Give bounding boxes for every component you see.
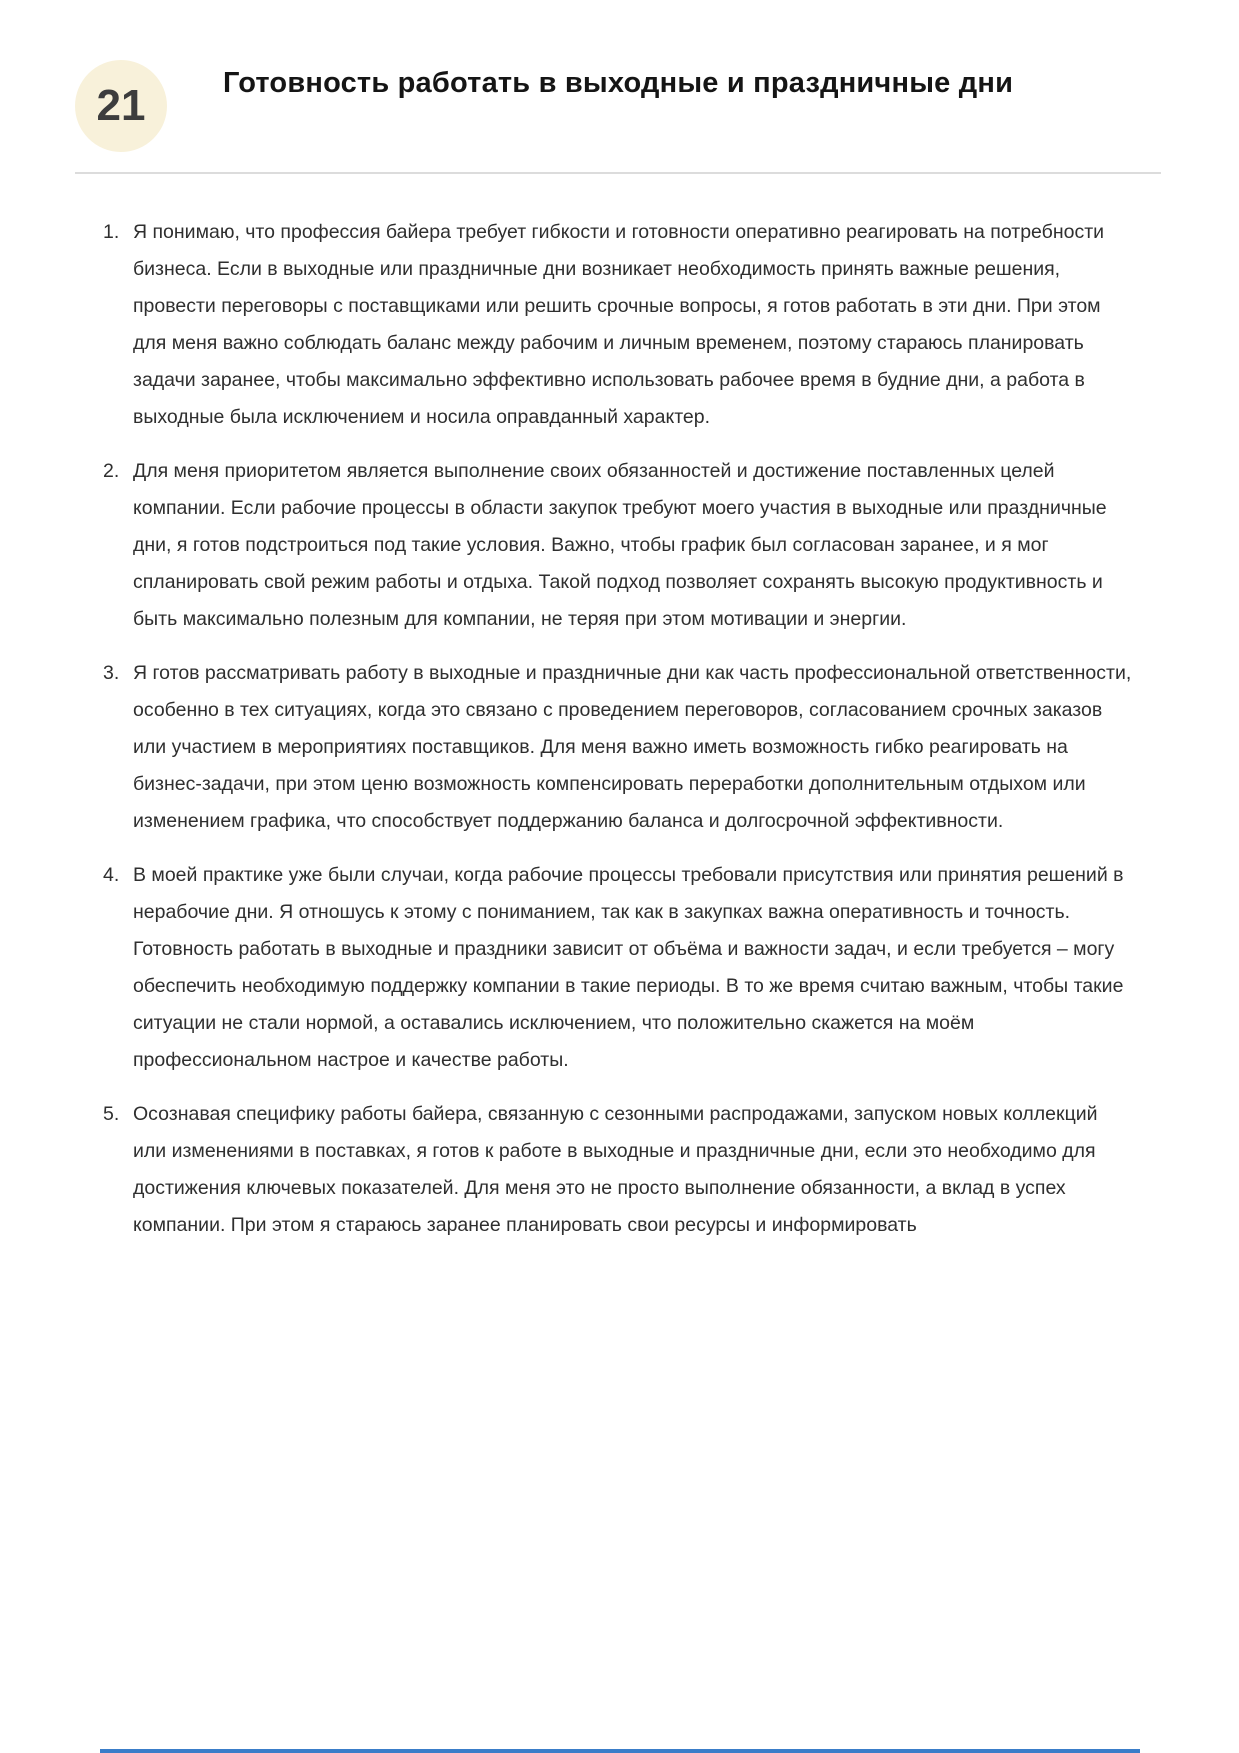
list-item-text: Я понимаю, что профессия байера требует гибкости и готовности оперативно реагировать на потребности бизнеса. Если в выходные или праздничные дни возникает необходимость принять важные решения, провести переговоры с поставщиками или решить срочные вопросы, я готов работать в эти дни. При этом для меня важно соблюдать баланс между рабочим и личным временем, поэтому стараюсь планировать задачи заранее, чтобы максимально эффективно использовать рабочее время в будние дни, а работа в выходные была исключением и носила оправданный характер. — [133, 221, 1105, 428]
section-number-badge: 21 — [75, 60, 167, 152]
list-item — [103, 655, 1161, 840]
list-item-text: В моей практике уже были случаи, когда рабочие процессы требовали присутствия или принятия решений в нерабочие дни. Я отношусь к этому с пониманием, так как в закупках важна оперативность и точность. Готовность работать в выходные и праздники зависит от объёма и важности задач, и если требуется – могу обеспечить необходимую поддержку компании в такие периоды. В то же время считаю важным, чтобы такие ситуации не стали нормой, а оставались исключением, что положительно скажется на моём профессиональном настрое и качестве работы. — [133, 864, 1124, 1071]
section-header — [75, 50, 1161, 174]
list-item — [103, 1096, 1161, 1244]
list-item-number: 3. — [103, 662, 120, 684]
list-item — [103, 453, 1161, 638]
list-item-number: 4. — [103, 864, 120, 886]
list-item-text: Я готов рассматривать работу в выходные и праздничные дни как часть профессиональной ответственности, особенно в тех ситуациях, когда это связано с проведением переговоров, согласованием срочных заказов или участием в мероприятиях поставщиков. Для меня важно иметь возможность гибко реагировать на бизнес-задачи, при этом ценю возможность компенсировать переработки дополнительным отдыхом или изменением графика, что способствует поддержанию баланса и долгосрочной эффективности. — [133, 662, 1132, 832]
list-item — [103, 214, 1161, 436]
list-item-number: 1. — [103, 221, 120, 243]
list-item-number: 5. — [103, 1103, 120, 1125]
list-item — [103, 857, 1161, 1079]
numbered-list — [75, 214, 1161, 1244]
page-title: Готовность работать в выходные и праздничные дни — [223, 67, 1014, 99]
page-bottom-divider — [100, 1749, 1140, 1753]
list-item-text: Для меня приоритетом является выполнение своих обязанностей и достижение поставленных целей компании. Если рабочие процессы в области закупок требуют моего участия в выходные или праздничные дни, я готов подстроиться под такие условия. Важно, чтобы график был согласован заранее, и я мог спланировать свой режим работы и отдыха. Такой подход позволяет сохранять высокую продуктивность и быть максимально полезным для компании, не теряя при этом мотивации и энергии. — [133, 460, 1107, 630]
list-item-text: Осознавая специфику работы байера, связанную с сезонными распродажами, запуском новых коллекций или изменениями в поставках, я готов к работе в выходные и праздничные дни, если это необходимо для достижения ключевых показателей. Для меня это не просто выполнение обязанности, а вклад в успех компании. При этом я стараюсь заранее планировать свои ресурсы и информировать — [133, 1103, 1098, 1236]
list-item-number: 2. — [103, 460, 120, 482]
